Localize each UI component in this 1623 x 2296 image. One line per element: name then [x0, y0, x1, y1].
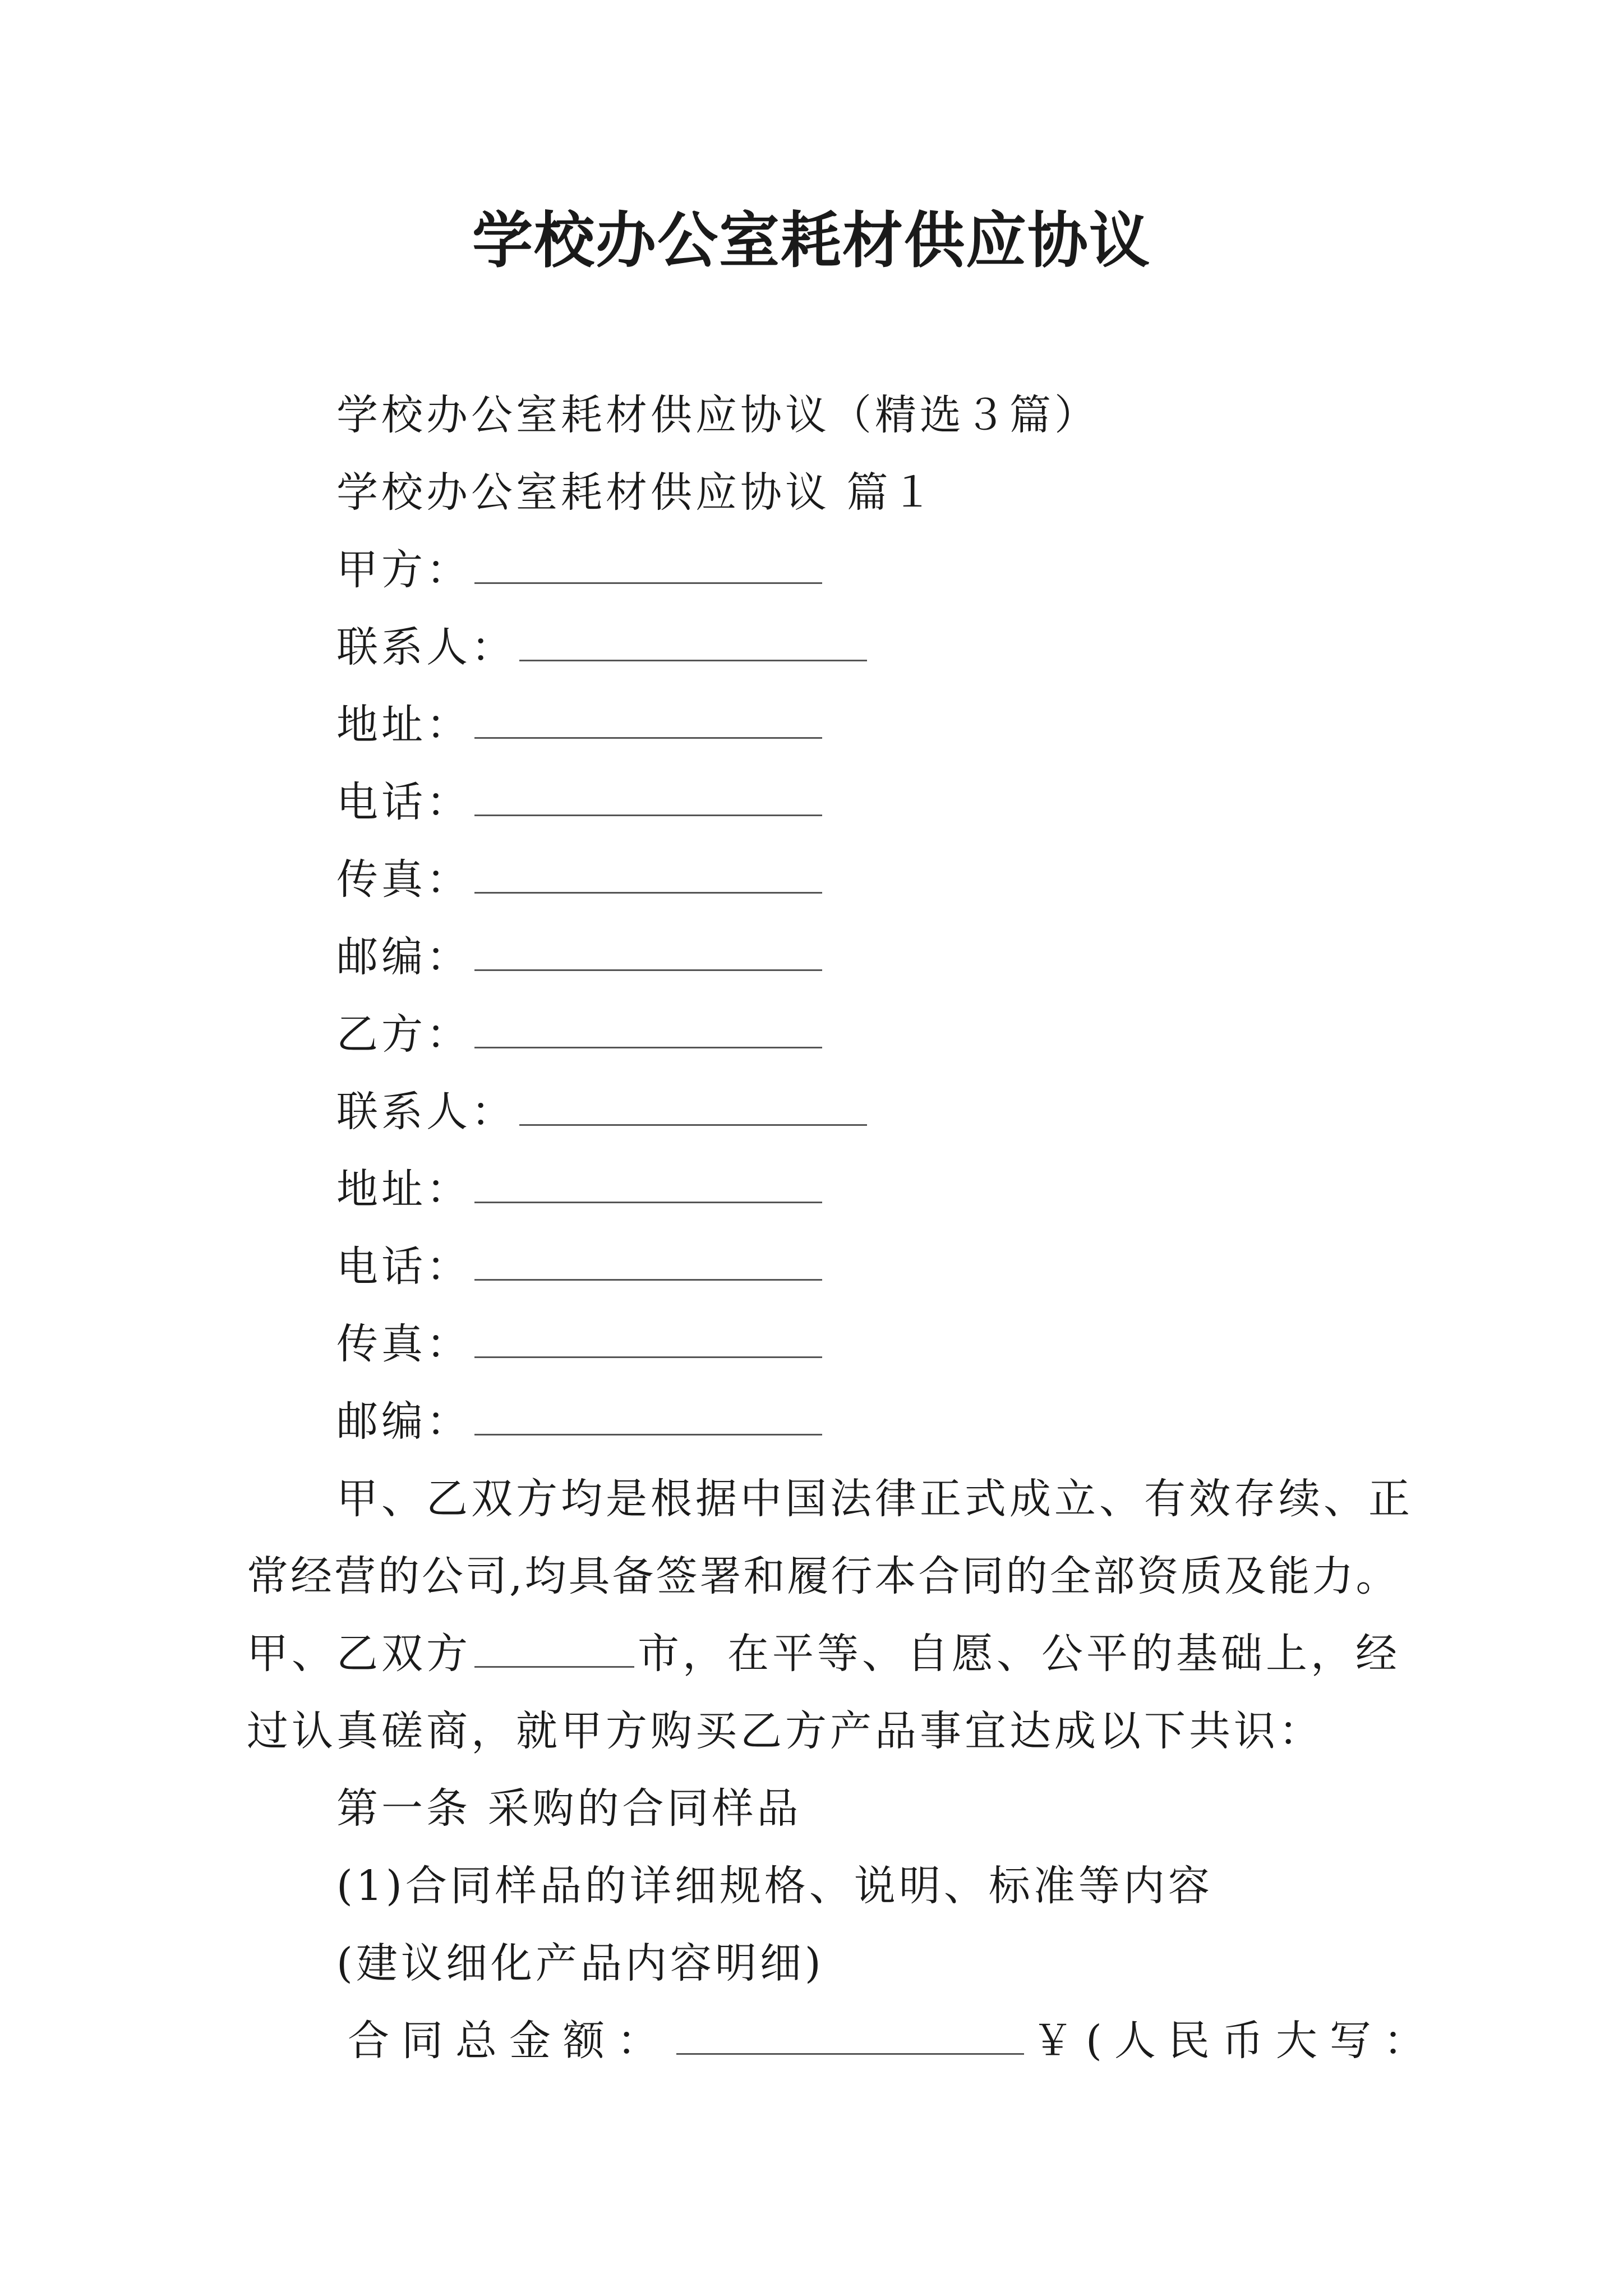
body-line-3-start: 甲、乙双方	[247, 1630, 471, 1678]
party-b-contact-label: 联系人：	[336, 1088, 516, 1136]
document-title: 学校办公室耗材供应协议	[472, 206, 1151, 276]
party-a-fax-row	[336, 852, 822, 908]
contract-amount-label: 合同总金额：	[348, 2017, 671, 2065]
party-b-contact-row	[336, 1084, 867, 1140]
article-1-heading: 第一条 采购的合同样品	[336, 1784, 802, 1833]
article-1-item-1: (1)合同样品的详细规格、说明、标准等内容	[336, 1862, 1213, 1910]
party-b-fax-blank[interactable]	[474, 1317, 822, 1358]
party-a-contact-row	[336, 619, 867, 675]
body-line-4: 过认真磋商，就甲方购买乙方产品事宜达成以下共识：	[247, 1707, 1324, 1755]
party-b-fax-row	[336, 1316, 822, 1372]
party-a-phone-row	[336, 774, 822, 830]
article-1-note: (建议细化产品内容明细)	[336, 1939, 824, 1987]
contract-amount-row	[348, 2013, 1437, 2069]
party-b-address-blank[interactable]	[474, 1162, 822, 1203]
party-b-phone-blank[interactable]	[474, 1240, 822, 1281]
body-line-2: 常经营的公司,均具备签署和履行本合同的全部资质及能力。	[247, 1552, 1400, 1600]
party-b-address-row	[336, 1161, 822, 1217]
contract-amount-blank[interactable]	[676, 2014, 1024, 2055]
party-a-address-blank[interactable]	[474, 698, 822, 739]
party-b-address-label: 地址：	[336, 1165, 471, 1213]
party-b-row	[336, 1006, 822, 1062]
body-line-1: 甲、乙双方均是根据中国法律正式成立、有效存续、正	[336, 1475, 1413, 1523]
contract-amount-suffix: ￥(人民币大写：	[1032, 2017, 1437, 2065]
city-blank[interactable]	[474, 1627, 634, 1668]
document-subtitle: 学校办公室耗材供应协议（精选３篇）	[336, 391, 1099, 439]
party-a-phone-blank[interactable]	[474, 775, 822, 816]
party-a-postcode-row	[336, 929, 822, 985]
body-line-3-end: 市，在平等、自愿、公平的基础上，经	[638, 1630, 1400, 1678]
party-b-contact-blank[interactable]	[519, 1085, 867, 1126]
party-a-contact-blank[interactable]	[519, 620, 867, 661]
party-a-postcode-label: 邮编：	[336, 933, 471, 981]
party-a-contact-label: 联系人：	[336, 623, 516, 671]
party-b-postcode-label: 邮编：	[336, 1397, 471, 1446]
party-b-postcode-row	[336, 1393, 822, 1450]
party-a-fax-blank[interactable]	[474, 853, 822, 894]
party-a-postcode-blank[interactable]	[474, 930, 822, 971]
body-line-3	[247, 1626, 1400, 1682]
party-b-phone-row	[336, 1239, 822, 1295]
party-b-fax-label: 传真：	[336, 1320, 471, 1368]
section-heading: 学校办公室耗材供应协议 篇１	[336, 468, 937, 517]
party-b-phone-label: 电话：	[336, 1243, 471, 1291]
party-a-address-label: 地址：	[336, 701, 471, 749]
party-a-fax-label: 传真：	[336, 855, 471, 904]
party-b-label: 乙方：	[336, 1010, 471, 1059]
party-b-postcode-blank[interactable]	[474, 1395, 822, 1435]
party-a-row	[336, 542, 822, 598]
party-a-address-row	[336, 697, 822, 753]
party-a-label: 甲方：	[336, 546, 471, 594]
party-b-blank[interactable]	[474, 1007, 822, 1048]
party-a-blank[interactable]	[474, 543, 822, 584]
party-a-phone-label: 电话：	[336, 778, 471, 826]
